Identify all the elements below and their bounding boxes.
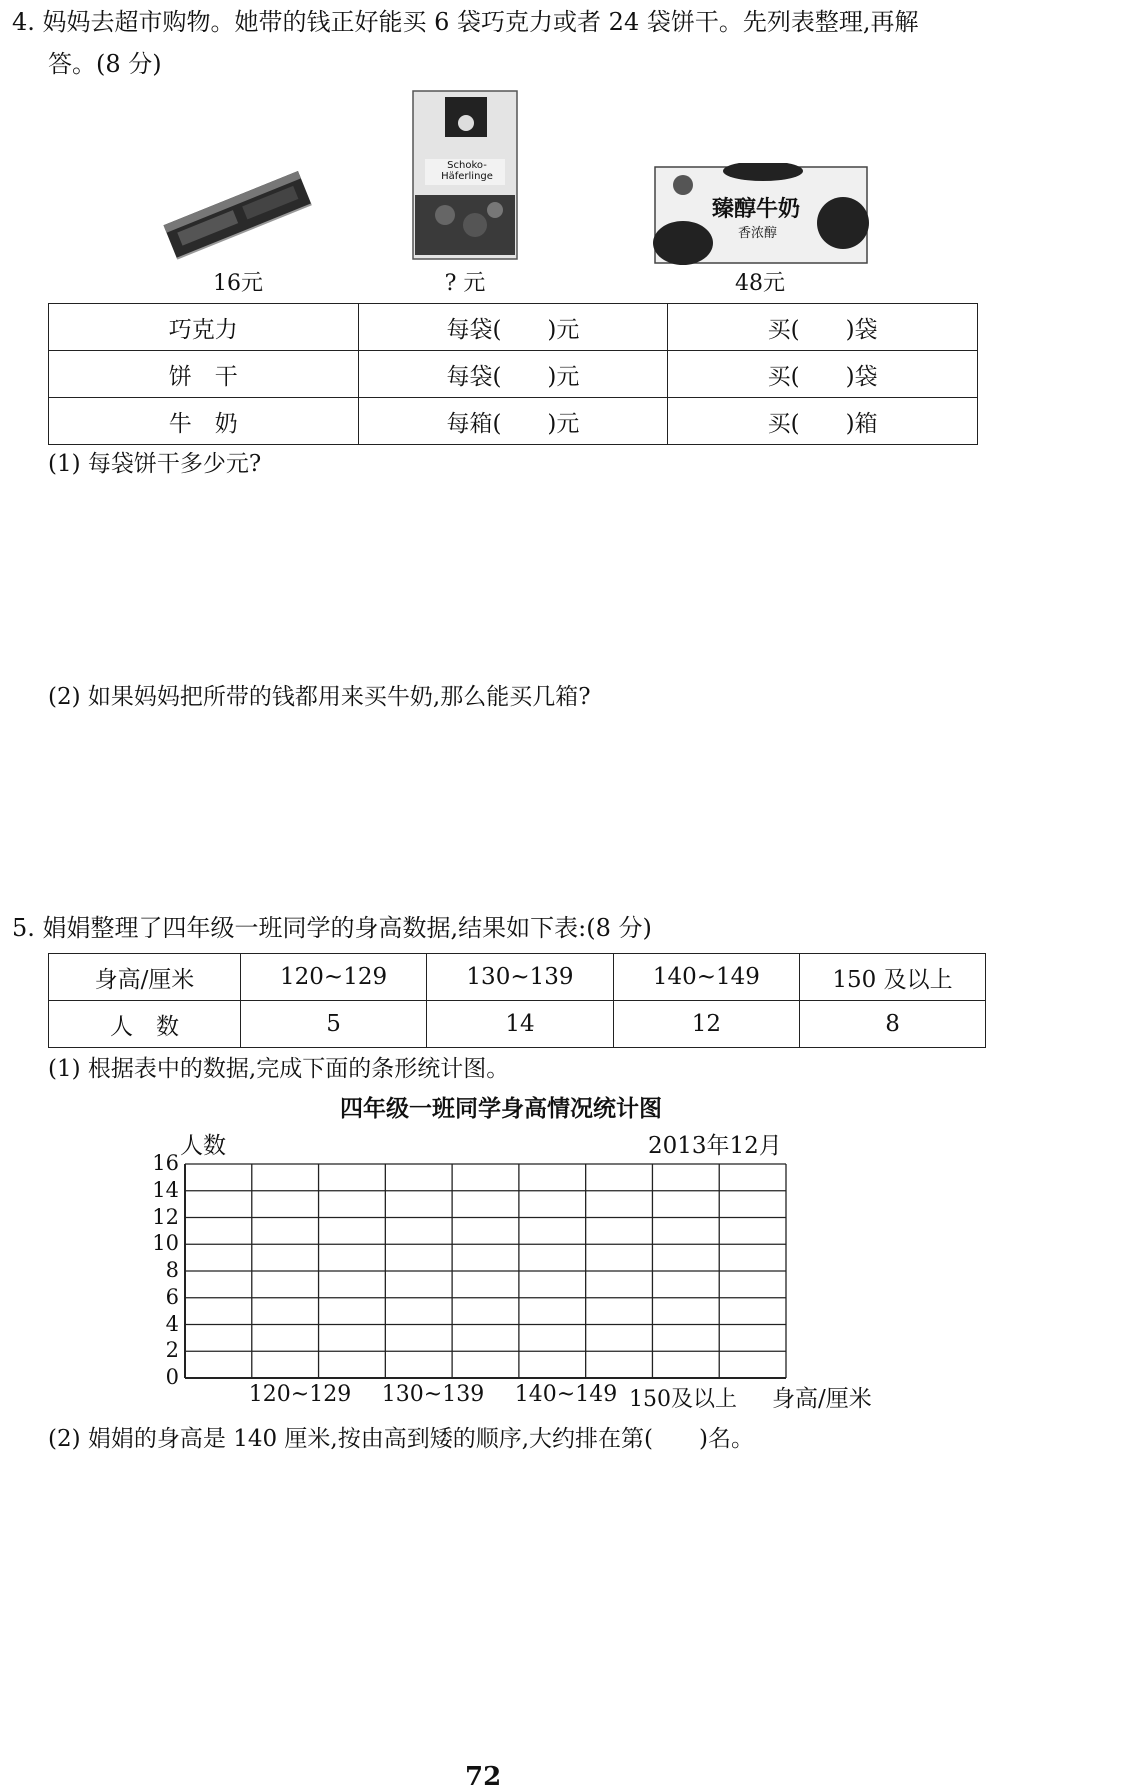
biscuit-pack-label: Schoko-Häferlinge [441, 160, 493, 182]
table-cell: 牛 奶 [49, 398, 359, 445]
table-cell: 5 [240, 1001, 426, 1048]
q5-line1: 5. 娟娟整理了四年级一班同学的身高数据,结果如下表:(8 分) [12, 914, 652, 942]
table-cell: 买( )袋 [668, 351, 978, 398]
q4-line2: 答。(8 分) [48, 50, 162, 78]
table-cell: 买( )袋 [668, 304, 978, 351]
chocolate-image [160, 165, 315, 265]
table-cell: 巧克力 [49, 304, 359, 351]
q4-sub2: (2) 如果妈妈把所带的钱都用来买牛奶,那么能买几箱? [48, 684, 591, 710]
q4-table [48, 303, 978, 445]
x-tick-label: 120~129 [248, 1382, 352, 1407]
q5-table [48, 953, 986, 1048]
table-cell: 身高/厘米 [49, 954, 241, 1001]
table-cell: 8 [800, 1001, 986, 1048]
table-row [49, 351, 978, 398]
table-row [49, 1001, 986, 1048]
y-tick-label: 10 [152, 1231, 179, 1256]
y-tick-label: 12 [152, 1204, 179, 1229]
table-cell: 每袋( )元 [358, 351, 668, 398]
table-cell: 130~139 [427, 954, 613, 1001]
y-tick-label: 4 [165, 1311, 179, 1336]
table-cell: 买( )箱 [668, 398, 978, 445]
table-cell: 每袋( )元 [358, 304, 668, 351]
table-cell: 饼 干 [49, 351, 359, 398]
y-tick-label: 14 [152, 1177, 179, 1202]
x-tick-label: 140~149 [514, 1382, 618, 1407]
chart-date: 2013年12月 [648, 1133, 782, 1159]
y-axis-label: 人数 [180, 1133, 226, 1159]
table-cell: 人 数 [49, 1001, 241, 1048]
chart-title: 四年级一班同学身高情况统计图 [340, 1096, 662, 1122]
y-tick-label: 16 [152, 1151, 179, 1175]
q5-sub1: (1) 根据表中的数据,完成下面的条形统计图。 [48, 1056, 510, 1082]
table-cell: 140~149 [613, 954, 799, 1001]
table-cell: 每箱( )元 [358, 398, 668, 445]
biscuit-price: ? 元 [444, 271, 486, 296]
x-axis-label: 身高/厘米 [772, 1386, 872, 1412]
q5-sub2: (2) 娟娟的身高是 140 厘米,按由高到矮的顺序,大约排在第( )名。 [48, 1426, 754, 1452]
q4-line1: 4. 妈妈去超市购物。她带的钱正好能买 6 袋巧克力或者 24 袋饼干。先列表整理,再解 [12, 8, 919, 36]
page-number: 72 [465, 1762, 502, 1792]
milk-box-sublabel: 香浓醇 [738, 226, 778, 241]
y-tick-label: 2 [165, 1338, 179, 1363]
q4-sub1: (1) 每袋饼干多少元? [48, 451, 262, 477]
table-row [49, 304, 978, 351]
y-tick-label: 0 [165, 1365, 179, 1389]
table-cell: 12 [613, 1001, 799, 1048]
table-row [49, 398, 978, 445]
milk-price: 48元 [735, 271, 785, 296]
chocolate-price: 16元 [213, 271, 263, 296]
table-cell: 14 [427, 1001, 613, 1048]
table-cell: 150 及以上 [800, 954, 986, 1001]
milk-box-label: 臻醇牛奶 [712, 196, 801, 222]
x-tick-label: 130~139 [381, 1382, 485, 1407]
table-cell: 120~129 [240, 954, 426, 1001]
y-tick-label: 8 [165, 1258, 179, 1282]
x-tick-label: 150及以上 [629, 1387, 737, 1412]
y-tick-label: 6 [165, 1284, 179, 1309]
table-row [49, 954, 986, 1001]
